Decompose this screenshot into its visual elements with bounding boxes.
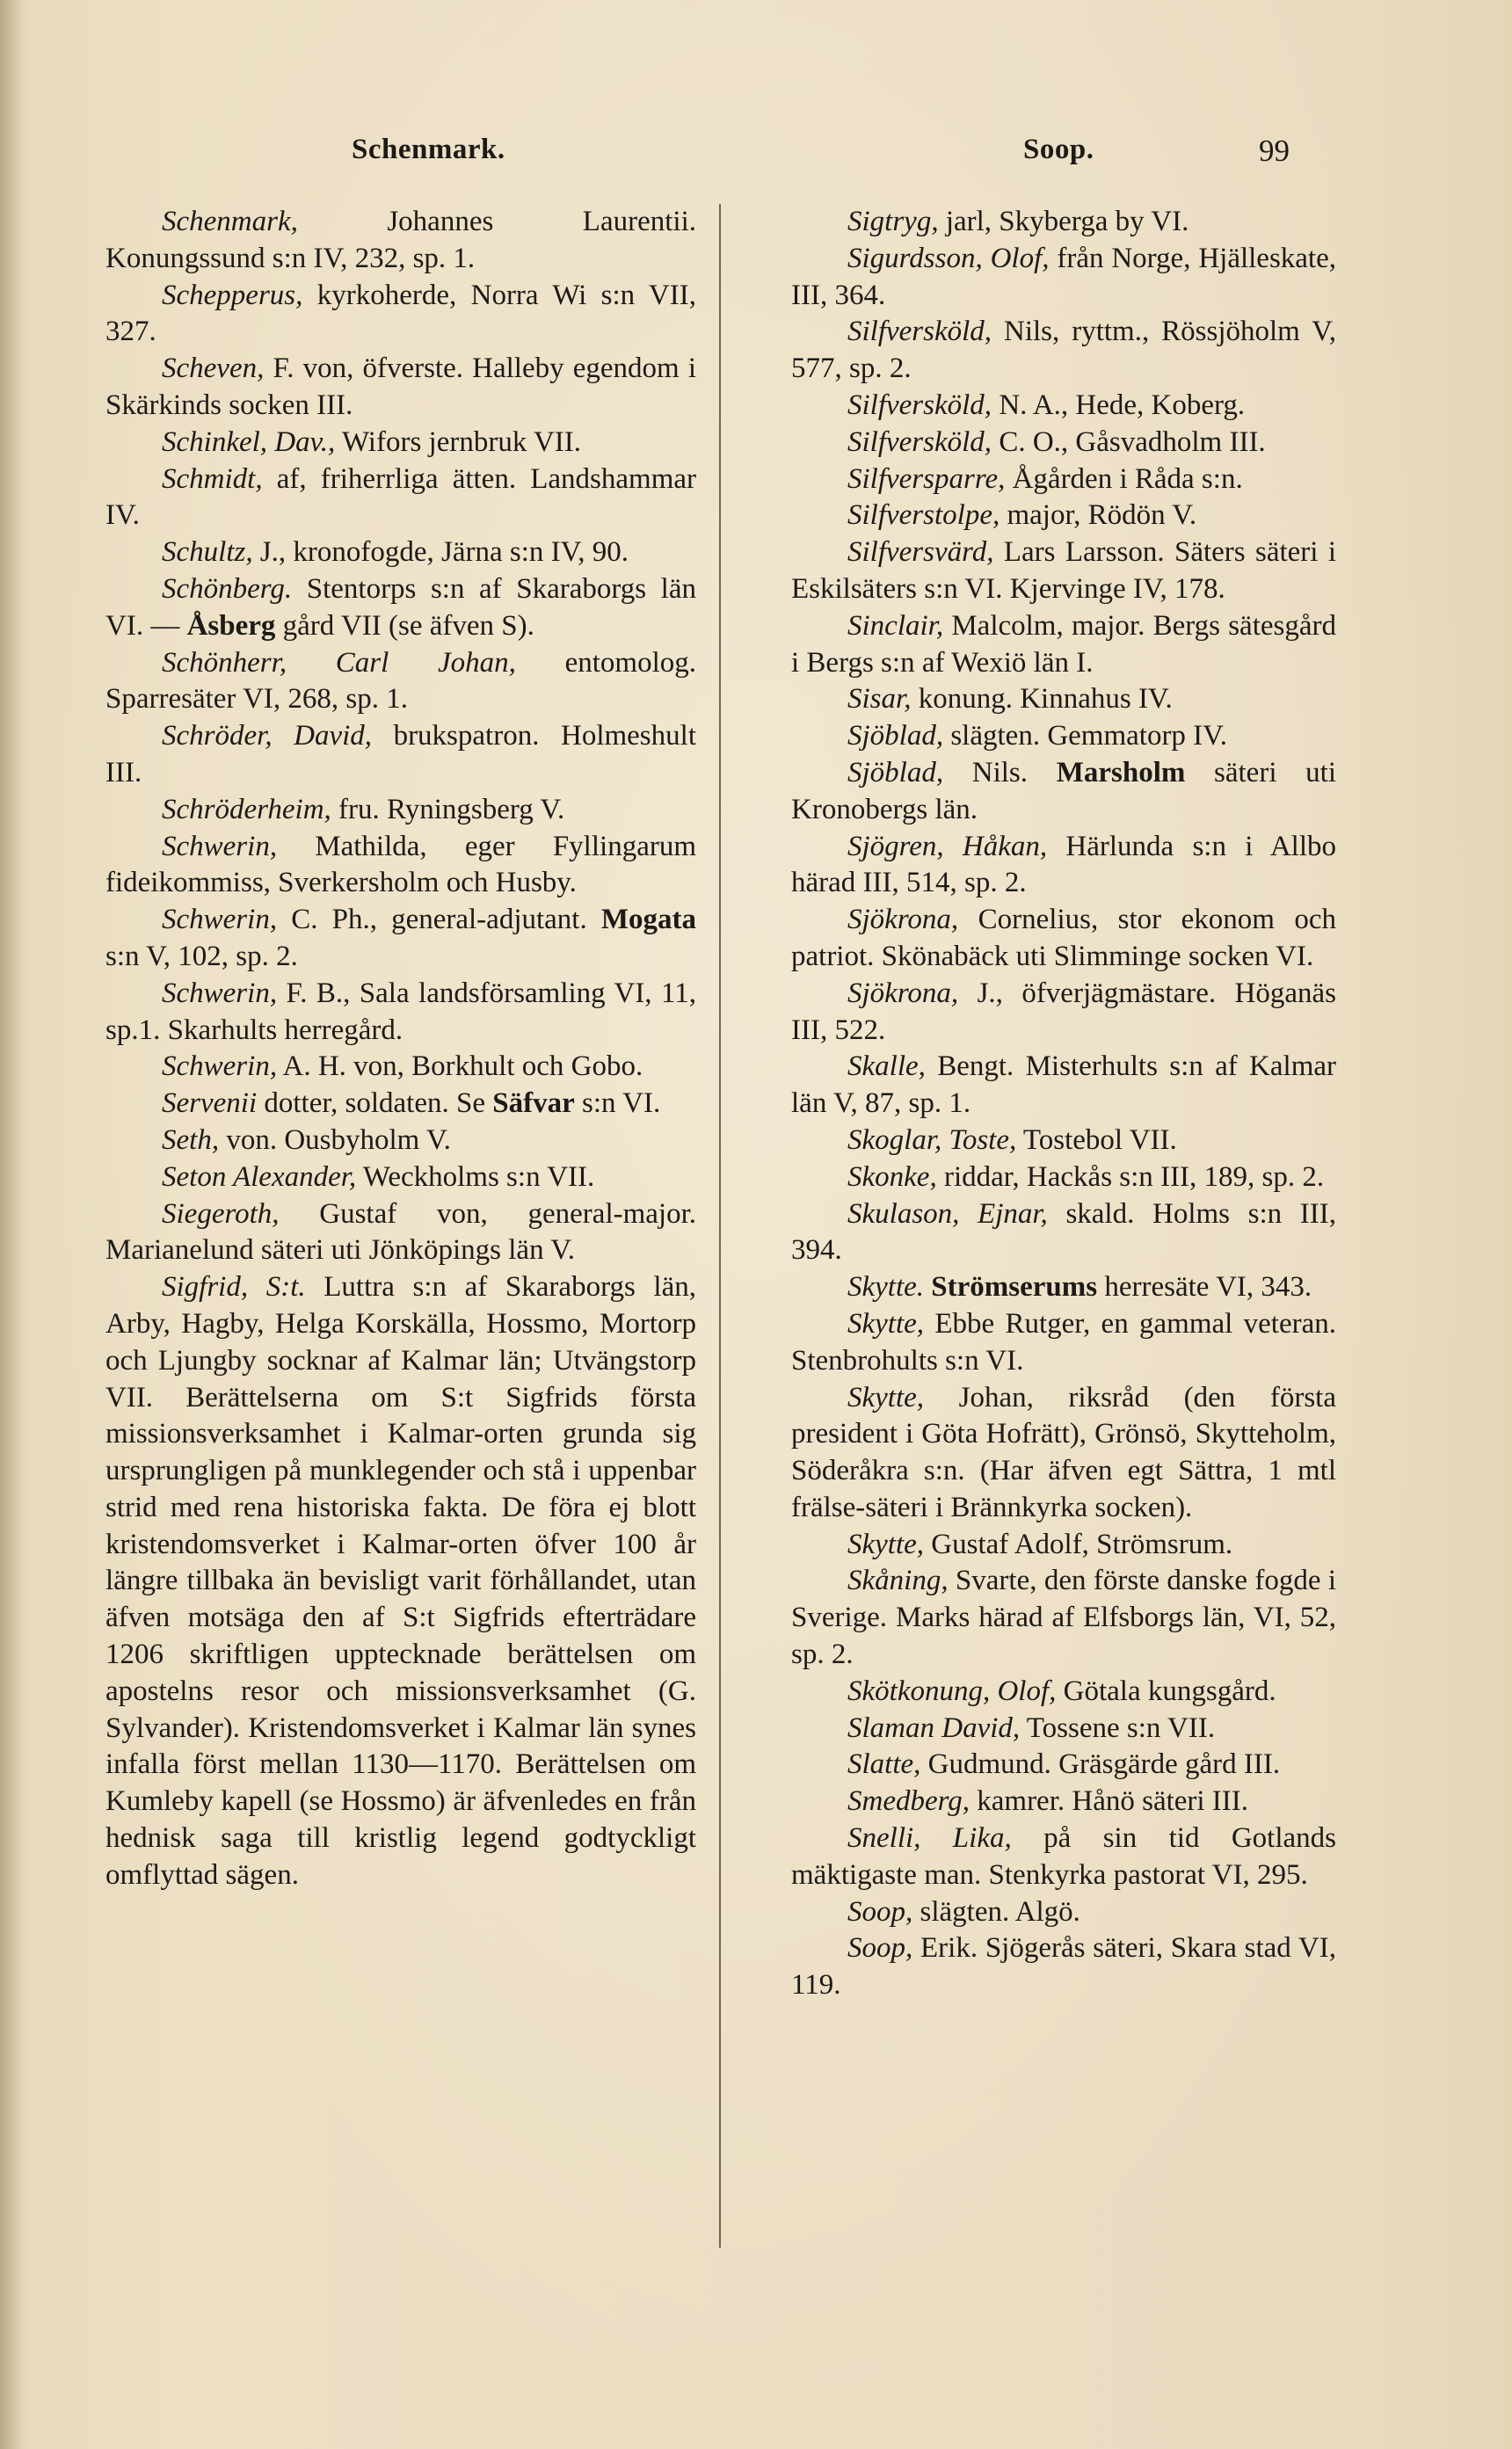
entry-headword: Silfversköld, [847, 425, 992, 458]
index-entry [791, 1563, 1336, 1673]
entry-bold-place: Marsholm [1056, 756, 1186, 788]
entry-bold-place: Säfvar [492, 1087, 575, 1120]
index-entry [791, 718, 1336, 755]
index-entry [791, 1747, 1336, 1784]
entry-text: Erik. Sjögerås säteri, Skara stad VI, 119. [791, 1932, 1336, 2002]
entry-text: af, friherrliga ätten. Landshammar IV. [105, 462, 696, 532]
index-entry [791, 388, 1336, 425]
index-entry [105, 461, 696, 535]
entry-text: Luttra s:n af Skaraborgs län, Arby, Hagby, Helga Korskälla, Hossmo, Mortorp och Ljungby socknar af Kalmar län; Utvängstorp VII. Berättelserna om S:t Sigfrids första missionsverksamhet i Kalmar-orten grunda sig ursprungligen på munklegender och stå i uppenbar strid med rena historiska fakta. De föra ej blott kristendomsverket i Kalmar-orten öfver 100 år längre tillbaka än bevisligt varit förhållandet, utan äfven motsäga den af S:t Sigfrids efterträdare 1206 skriftligen upptecknade berättelsen om apostelns resor och missionsverksamhet (G. Sylvander). Kristendomsverket i Kalmar län synes infalla först mellan 1130—1170. Berättelsen om Kumleby kapell (se Hossmo) är äfvenledes en från hednisk saga till kristlig legend godtyckligt omflyttad sägen. [105, 1271, 696, 1891]
entry-text: skald. Holms s:n III, 394. [791, 1197, 1336, 1267]
index-entry [791, 1380, 1336, 1527]
entry-headword: Schenmark, [162, 206, 298, 237]
index-entry [791, 204, 1336, 241]
entry-text: jarl, Skyberga by VI. [938, 206, 1189, 237]
index-entry [791, 534, 1336, 608]
entry-headword: Schwerin, [162, 904, 278, 936]
entry-headword: Schepperus, [162, 279, 303, 311]
index-entry [105, 718, 696, 792]
index-entry [105, 204, 696, 278]
entry-text: Gustaf von, general-major. Marianelund säteri uti Jönköpings län V. [105, 1197, 696, 1267]
entry-text: Weckholms s:n VII. [356, 1160, 595, 1193]
entry-text: Gudmund. Gräsgärde gård III. [920, 1748, 1281, 1781]
entry-headword: Seton Alexander, [162, 1160, 357, 1193]
index-entry [105, 902, 696, 976]
index-entry [791, 1306, 1336, 1380]
entry-text: entomolog. Sparresäter VI, 268, sp. 1. [105, 646, 696, 716]
column-divider [719, 204, 721, 2248]
running-head-right: Soop. [1023, 134, 1094, 165]
entry-text: J., kronofogde, Järna s:n IV, 90. [252, 536, 629, 569]
entry-headword: Slaman David, [847, 1711, 1021, 1744]
entry-headword: Soop, [847, 1932, 913, 1965]
index-entry [791, 241, 1336, 315]
index-entry [791, 1196, 1336, 1270]
entry-headword: Sjökrona, [847, 904, 959, 936]
entry-headword: Sjökrona, [847, 977, 959, 1009]
entry-text: Götala kungsgård. [1056, 1675, 1276, 1707]
entry-headword: Skytte, [847, 1381, 925, 1413]
entry-headword: Schröderheim, [162, 793, 331, 825]
entry-headword: Schultz, [162, 536, 253, 569]
index-entry [105, 1159, 696, 1196]
index-entry [791, 976, 1336, 1050]
index-entry [791, 1711, 1336, 1748]
entry-text: Tostebol VII. [1016, 1123, 1177, 1156]
index-entry [791, 1049, 1336, 1123]
entry-headword: Siegeroth, [162, 1197, 280, 1230]
entry-headword: Schmidt, [162, 462, 263, 495]
index-entry [105, 1196, 696, 1270]
entry-text: dotter, soldaten. Se [257, 1087, 493, 1120]
entry-headword: Scheven, [162, 352, 265, 385]
index-entry [105, 976, 696, 1050]
entry-headword: Sjöblad, [847, 756, 944, 788]
index-entry [791, 498, 1336, 534]
entry-bold-place: Strömserums [931, 1271, 1098, 1304]
entry-text: C. Ph., general-adjutant. [277, 904, 601, 936]
index-entry [791, 608, 1336, 682]
index-entry [791, 1820, 1336, 1894]
entry-text: Nils, ryttm., Rössjöholm V, 577, sp. 2. [791, 316, 1336, 385]
entry-headword: Schwerin, [162, 830, 278, 862]
entry-headword: Servenii [162, 1087, 258, 1120]
entry-headword: Silfversvärd, [847, 536, 994, 569]
index-entry [791, 829, 1336, 903]
entry-headword: Slatte, [847, 1748, 921, 1781]
entry-text: Härlunda s:n i Allbo härad III, 514, sp. 2. [791, 830, 1336, 899]
entry-headword: Skonke, [847, 1160, 937, 1193]
index-entry [791, 1894, 1336, 1931]
index-entry [791, 681, 1336, 718]
entry-headword: Schinkel, Dav., [162, 425, 336, 458]
entry-text: konung. Kinnahus IV. [911, 683, 1173, 716]
index-entry [791, 1269, 1336, 1306]
entry-text: fru. Ryningsberg V. [331, 793, 565, 825]
entry-text-tail: herresäte VI, 343. [1097, 1271, 1312, 1304]
index-entry [791, 755, 1336, 829]
index-entry [791, 1784, 1336, 1820]
entry-headword: Sisar, [847, 683, 912, 716]
entry-headword: Sjöblad, [847, 720, 944, 752]
entry-text: Nils. [943, 756, 1057, 788]
page-number: 99 [1259, 134, 1290, 168]
entry-headword: Soop, [847, 1895, 913, 1928]
entry-headword: Skalle, [847, 1050, 926, 1083]
index-entry [791, 1930, 1336, 2004]
entry-headword: Schwerin, [162, 977, 278, 1009]
entry-text-tail: gård VII (se äfven S). [275, 609, 534, 642]
index-entry [105, 1049, 696, 1086]
entry-text: från Norge, Hjälleskate, III, 364. [791, 242, 1336, 311]
index-entry [105, 534, 696, 571]
entry-text: kamrer. Hånö säteri III. [970, 1785, 1249, 1818]
entry-text: C. O., Gåsvadholm III. [992, 425, 1266, 458]
entry-text: N. A., Hede, Koberg. [992, 389, 1246, 421]
entry-text: Johannes Laurentii. Konungssund s:n IV, 232, sp. 1. [105, 206, 696, 274]
index-entry [791, 1159, 1336, 1196]
index-entry [105, 645, 696, 719]
entry-text: major, Rödön V. [1000, 499, 1197, 532]
entry-bold-place: Åsberg [186, 609, 276, 642]
page-header [0, 134, 1512, 186]
entry-text: riddar, Hackås s:n III, 189, sp. 2. [936, 1160, 1325, 1193]
entry-headword: Schröder, David, [162, 720, 373, 752]
index-entry [105, 1086, 696, 1123]
entry-headword: Schönberg. [162, 572, 293, 605]
entry-headword: Sinclair, [847, 609, 944, 642]
index-entry [105, 351, 696, 425]
entry-headword: Skötkonung, Olof, [847, 1675, 1057, 1707]
running-head-left: Schenmark. [352, 134, 505, 165]
index-entry [791, 425, 1336, 461]
entry-text: A. H. von, Borkhult och Gobo. [277, 1050, 643, 1083]
entry-headword: Skytte, [847, 1528, 925, 1560]
entry-headword: Sigurdsson, Olof, [847, 242, 1050, 274]
index-entry [105, 829, 696, 903]
index-entry [105, 1123, 696, 1159]
index-entry [791, 1123, 1336, 1159]
entry-text-tail: s:n V, 102, sp. 2. [105, 940, 298, 972]
entry-headword: Sjögren, Håkan, [847, 830, 1048, 862]
entry-text: Wifors jernbruk VII. [335, 425, 582, 458]
entry-headword: Silfverstolpe, [847, 499, 1000, 532]
entry-headword: Skulason, Ejnar, [847, 1197, 1048, 1230]
right-column [791, 204, 1336, 2004]
entry-text-tail: säteri uti Kronobergs län. [791, 756, 1336, 825]
entry-text: Bengt. Misterhults s:n af Kalmar län V, 87, sp. 1. [791, 1050, 1336, 1120]
entry-text: Gustaf Adolf, Strömsrum. [924, 1528, 1233, 1560]
entry-text: F. von, öfverste. Halleby egendom i Skärkinds socken III. [105, 352, 696, 421]
entry-text: Ebbe Rutger, en gammal veteran. Stenbrohults s:n VI. [791, 1307, 1336, 1377]
entry-text: slägten. Gemmatorp IV. [943, 720, 1228, 752]
entry-headword: Silfversköld, [847, 389, 992, 421]
entry-headword: Skytte. [847, 1271, 925, 1304]
entry-text: Lars Larsson. Säters säteri i Eskilsäters s:n VI. Kjervinge IV, 178. [791, 536, 1336, 605]
entry-headword: Seth, [162, 1123, 220, 1156]
entry-text-tail: s:n VI. [574, 1087, 661, 1120]
index-entry [105, 571, 696, 645]
entry-text: J., öfverjägmästare. Höganäs III, 522. [791, 977, 1336, 1046]
entry-text: Cornelius, stor ekonom och patriot. Skönabäck uti Slimminge socken VI. [791, 904, 1336, 972]
index-entry [791, 1527, 1336, 1564]
index-entry [105, 278, 696, 352]
entry-text: Svarte, den förste danske fogde i Sverige. Marks härad af Elfsborgs län, VI, 52, sp. 2. [791, 1565, 1336, 1671]
entry-text: F. B., Sala landsförsamling VI, 11, sp.1. Skarhults herregård. [105, 977, 696, 1046]
index-entry [105, 792, 696, 829]
entry-text: von. Ousbyholm V. [219, 1123, 451, 1156]
index-entry [105, 1269, 696, 1894]
entry-headword: Schwerin, [162, 1050, 278, 1083]
entry-text: Ågården i Råda s:n. [1005, 462, 1243, 495]
index-entry [105, 425, 696, 461]
entry-text: kyrkoherde, Norra Wi s:n VII, 327. [105, 279, 696, 348]
entry-headword: Skåning, [847, 1565, 949, 1597]
entry-bold-place: Mogata [600, 904, 696, 936]
entry-headword: Sigtryg, [847, 206, 939, 237]
entry-headword: Silfversparre, [847, 462, 1006, 495]
entry-text: slägten. Algö. [912, 1895, 1080, 1928]
entry-headword: Schönherr, Carl Johan, [162, 646, 516, 679]
entry-headword: Snelli, Lika, [847, 1822, 1012, 1855]
entry-text: Stentorps s:n af Skaraborgs län VI. — [105, 572, 696, 642]
entry-text: brukspatron. Holmeshult III. [105, 720, 696, 788]
entry-headword: Smedberg, [847, 1785, 970, 1818]
binding-shadow [0, 0, 23, 2449]
entry-headword: Sigfrid, S:t. [162, 1271, 306, 1304]
entry-headword: Skytte, [847, 1307, 925, 1340]
entry-text: Mathilda, eger Fyllingarum fideikommiss, Sverkersholm och Husby. [105, 830, 696, 899]
entry-headword: Silfversköld, [847, 316, 992, 348]
entry-text: på sin tid Gotlands mäktigaste man. Stenkyrka pastorat VI, 295. [791, 1822, 1336, 1891]
index-entry [791, 902, 1336, 976]
index-entry [791, 461, 1336, 498]
entry-text: Johan, riksråd (den första president i Göta Hofrätt), Grönsö, Skytteholm, Söderåkra s:n. (Har äfven egt Sättra, 1 mtl frälse-säteri i Brännkyrka socken). [791, 1381, 1336, 1523]
entry-text: Tossene s:n VII. [1020, 1711, 1216, 1744]
entry-headword: Skoglar, Toste, [847, 1123, 1017, 1156]
entry-text: Malcolm, major. Bergs sätesgård i Bergs s:n af Wexiö län I. [791, 609, 1336, 679]
left-column [105, 204, 696, 1894]
index-entry [791, 1674, 1336, 1711]
index-entry [791, 314, 1336, 388]
